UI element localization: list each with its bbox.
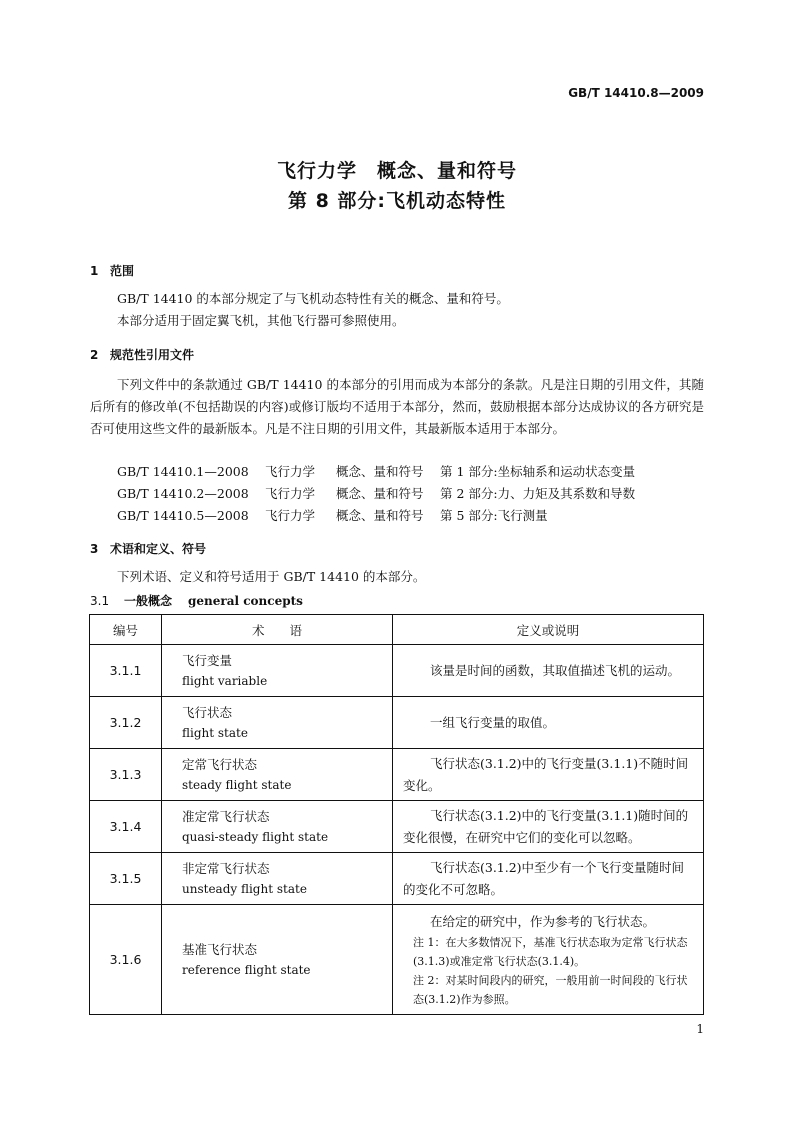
document-title: 飞行力学 概念、量和符号: [276, 160, 517, 182]
reference-series: 飞行力学: [265, 508, 316, 523]
section-1-heading: [90, 262, 134, 279]
term-en: flight variable: [182, 673, 268, 688]
term-cell: [162, 853, 393, 905]
term-definition: 一组飞行变量的取值。: [393, 697, 704, 749]
term-en: steady flight state: [182, 777, 292, 792]
term-cell: [162, 749, 393, 801]
term-number: 3.1.5: [90, 853, 162, 905]
subsection-title: 一般概念: [124, 594, 173, 608]
term-cell: [162, 905, 393, 1015]
reference-code: GB/T 14410.2—2008: [117, 486, 249, 501]
table-row: [90, 697, 704, 749]
section-3-heading: [90, 540, 206, 557]
term-number: 3.1.1: [90, 645, 162, 697]
section-2-heading: [90, 346, 194, 363]
section-number: 1: [90, 264, 99, 278]
section-title: 规范性引用文件: [110, 348, 195, 362]
reference-topic: 概念、量和符号: [336, 508, 424, 523]
term-cn: 飞行变量: [182, 652, 233, 668]
term-cn: 准定常飞行状态: [182, 808, 270, 824]
reference-series: 飞行力学: [265, 464, 316, 479]
table-row: [90, 905, 704, 1015]
subsection-3-1-heading: [90, 592, 303, 609]
reference-part: 第 1 部分:坐标轴系和运动状态变量: [440, 464, 636, 479]
table-row: [90, 853, 704, 905]
section-number: 3: [90, 542, 99, 556]
table-row: [90, 645, 704, 697]
term-number: 3.1.6: [90, 905, 162, 1015]
document-subtitle: 第 8 部分:飞机动态特性: [287, 190, 507, 212]
reference-series: 飞行力学: [265, 486, 316, 501]
subsection-title-en: general concepts: [188, 594, 303, 608]
table-header-row: [90, 615, 704, 645]
header-definition: 定义或说明: [393, 615, 704, 645]
reference-topic: 概念、量和符号: [336, 464, 424, 479]
term-definition: 该量是时间的函数，其取值描述飞机的运动。: [393, 645, 704, 697]
term-en: quasi-steady flight state: [182, 829, 329, 844]
definition-note-2: 注 2：对某时间段内的研究，一般用前一时间段的飞行状态(3.1.2)作为参照。: [413, 973, 688, 1006]
section-number: 2: [90, 348, 99, 362]
section-2-paragraph: 下列文件中的条款通过 GB/T 14410 的本部分的引用而成为本部分的条款。凡是注日期的引用文件，其随后所有的修改单(不包括勘误的内容)或修订版均不适用于本部分，然而，鼓励根据本部分达成协议的各方研究是否可使用这些文件的最新版本。凡是不注日期的引用文件，其最新版本适用于本部分。: [90, 377, 704, 436]
term-definition: 在给定的研究中，作为参考的飞行状态。: [430, 913, 656, 929]
reference-topic: 概念、量和符号: [336, 486, 424, 501]
term-cn: 定常飞行状态: [182, 756, 258, 772]
term-en: flight state: [182, 725, 248, 740]
term-definition: 飞行状态(3.1.2)中至少有一个飞行变量随时间的变化不可忽略。: [393, 853, 704, 905]
section-1-paragraph-2: 本部分适用于固定翼飞机，其他飞行器可参照使用。: [117, 313, 405, 328]
term-definition: 飞行状态(3.1.2)中的飞行变量(3.1.1)不随时间变化。: [393, 749, 704, 801]
standard-code: GB/T 14410.8—2009: [568, 86, 704, 100]
section-3-paragraph: 下列术语、定义和符号适用于 GB/T 14410 的本部分。: [117, 569, 426, 584]
term-en: unsteady flight state: [182, 881, 307, 896]
subsection-number: 3.1: [90, 594, 110, 608]
definition-note-1: 注 1：在大多数情况下，基准飞行状态取为定常飞行状态(3.1.3)或准定常飞行状态(3.1.4)。: [413, 935, 688, 968]
reference-part: 第 2 部分:力、力矩及其系数和导数: [440, 486, 636, 501]
term-definition: 飞行状态(3.1.2)中的飞行变量(3.1.1)随时间的变化很慢，在研究中它们的变化可以忽略。: [393, 801, 704, 853]
header-term: 术 语: [162, 615, 393, 645]
reference-code: GB/T 14410.1—2008: [117, 464, 249, 479]
term-cell: [162, 645, 393, 697]
term-number: 3.1.2: [90, 697, 162, 749]
term-cn: 基准飞行状态: [182, 941, 258, 957]
header-num: 编号: [90, 615, 162, 645]
term-cell: [162, 801, 393, 853]
reference-item: [117, 484, 635, 502]
page-number: 1: [696, 1022, 704, 1036]
term-number: 3.1.4: [90, 801, 162, 853]
reference-code: GB/T 14410.5—2008: [117, 508, 249, 523]
table-row: [90, 749, 704, 801]
reference-part: 第 5 部分:飞行测量: [440, 508, 548, 523]
reference-item: [117, 462, 635, 480]
reference-item: [117, 506, 548, 524]
term-en: reference flight state: [182, 962, 311, 977]
section-title: 范围: [110, 264, 135, 278]
table-row: [90, 801, 704, 853]
term-number: 3.1.3: [90, 749, 162, 801]
terms-table: [89, 614, 704, 1015]
term-cn: 飞行状态: [182, 704, 233, 720]
term-cell: [162, 697, 393, 749]
section-1-paragraph-1: GB/T 14410 的本部分规定了与飞机动态特性有关的概念、量和符号。: [117, 291, 509, 306]
term-cn: 非定常飞行状态: [182, 860, 270, 876]
term-definition-with-notes: [393, 905, 704, 1015]
section-title: 术语和定义、符号: [110, 542, 207, 556]
